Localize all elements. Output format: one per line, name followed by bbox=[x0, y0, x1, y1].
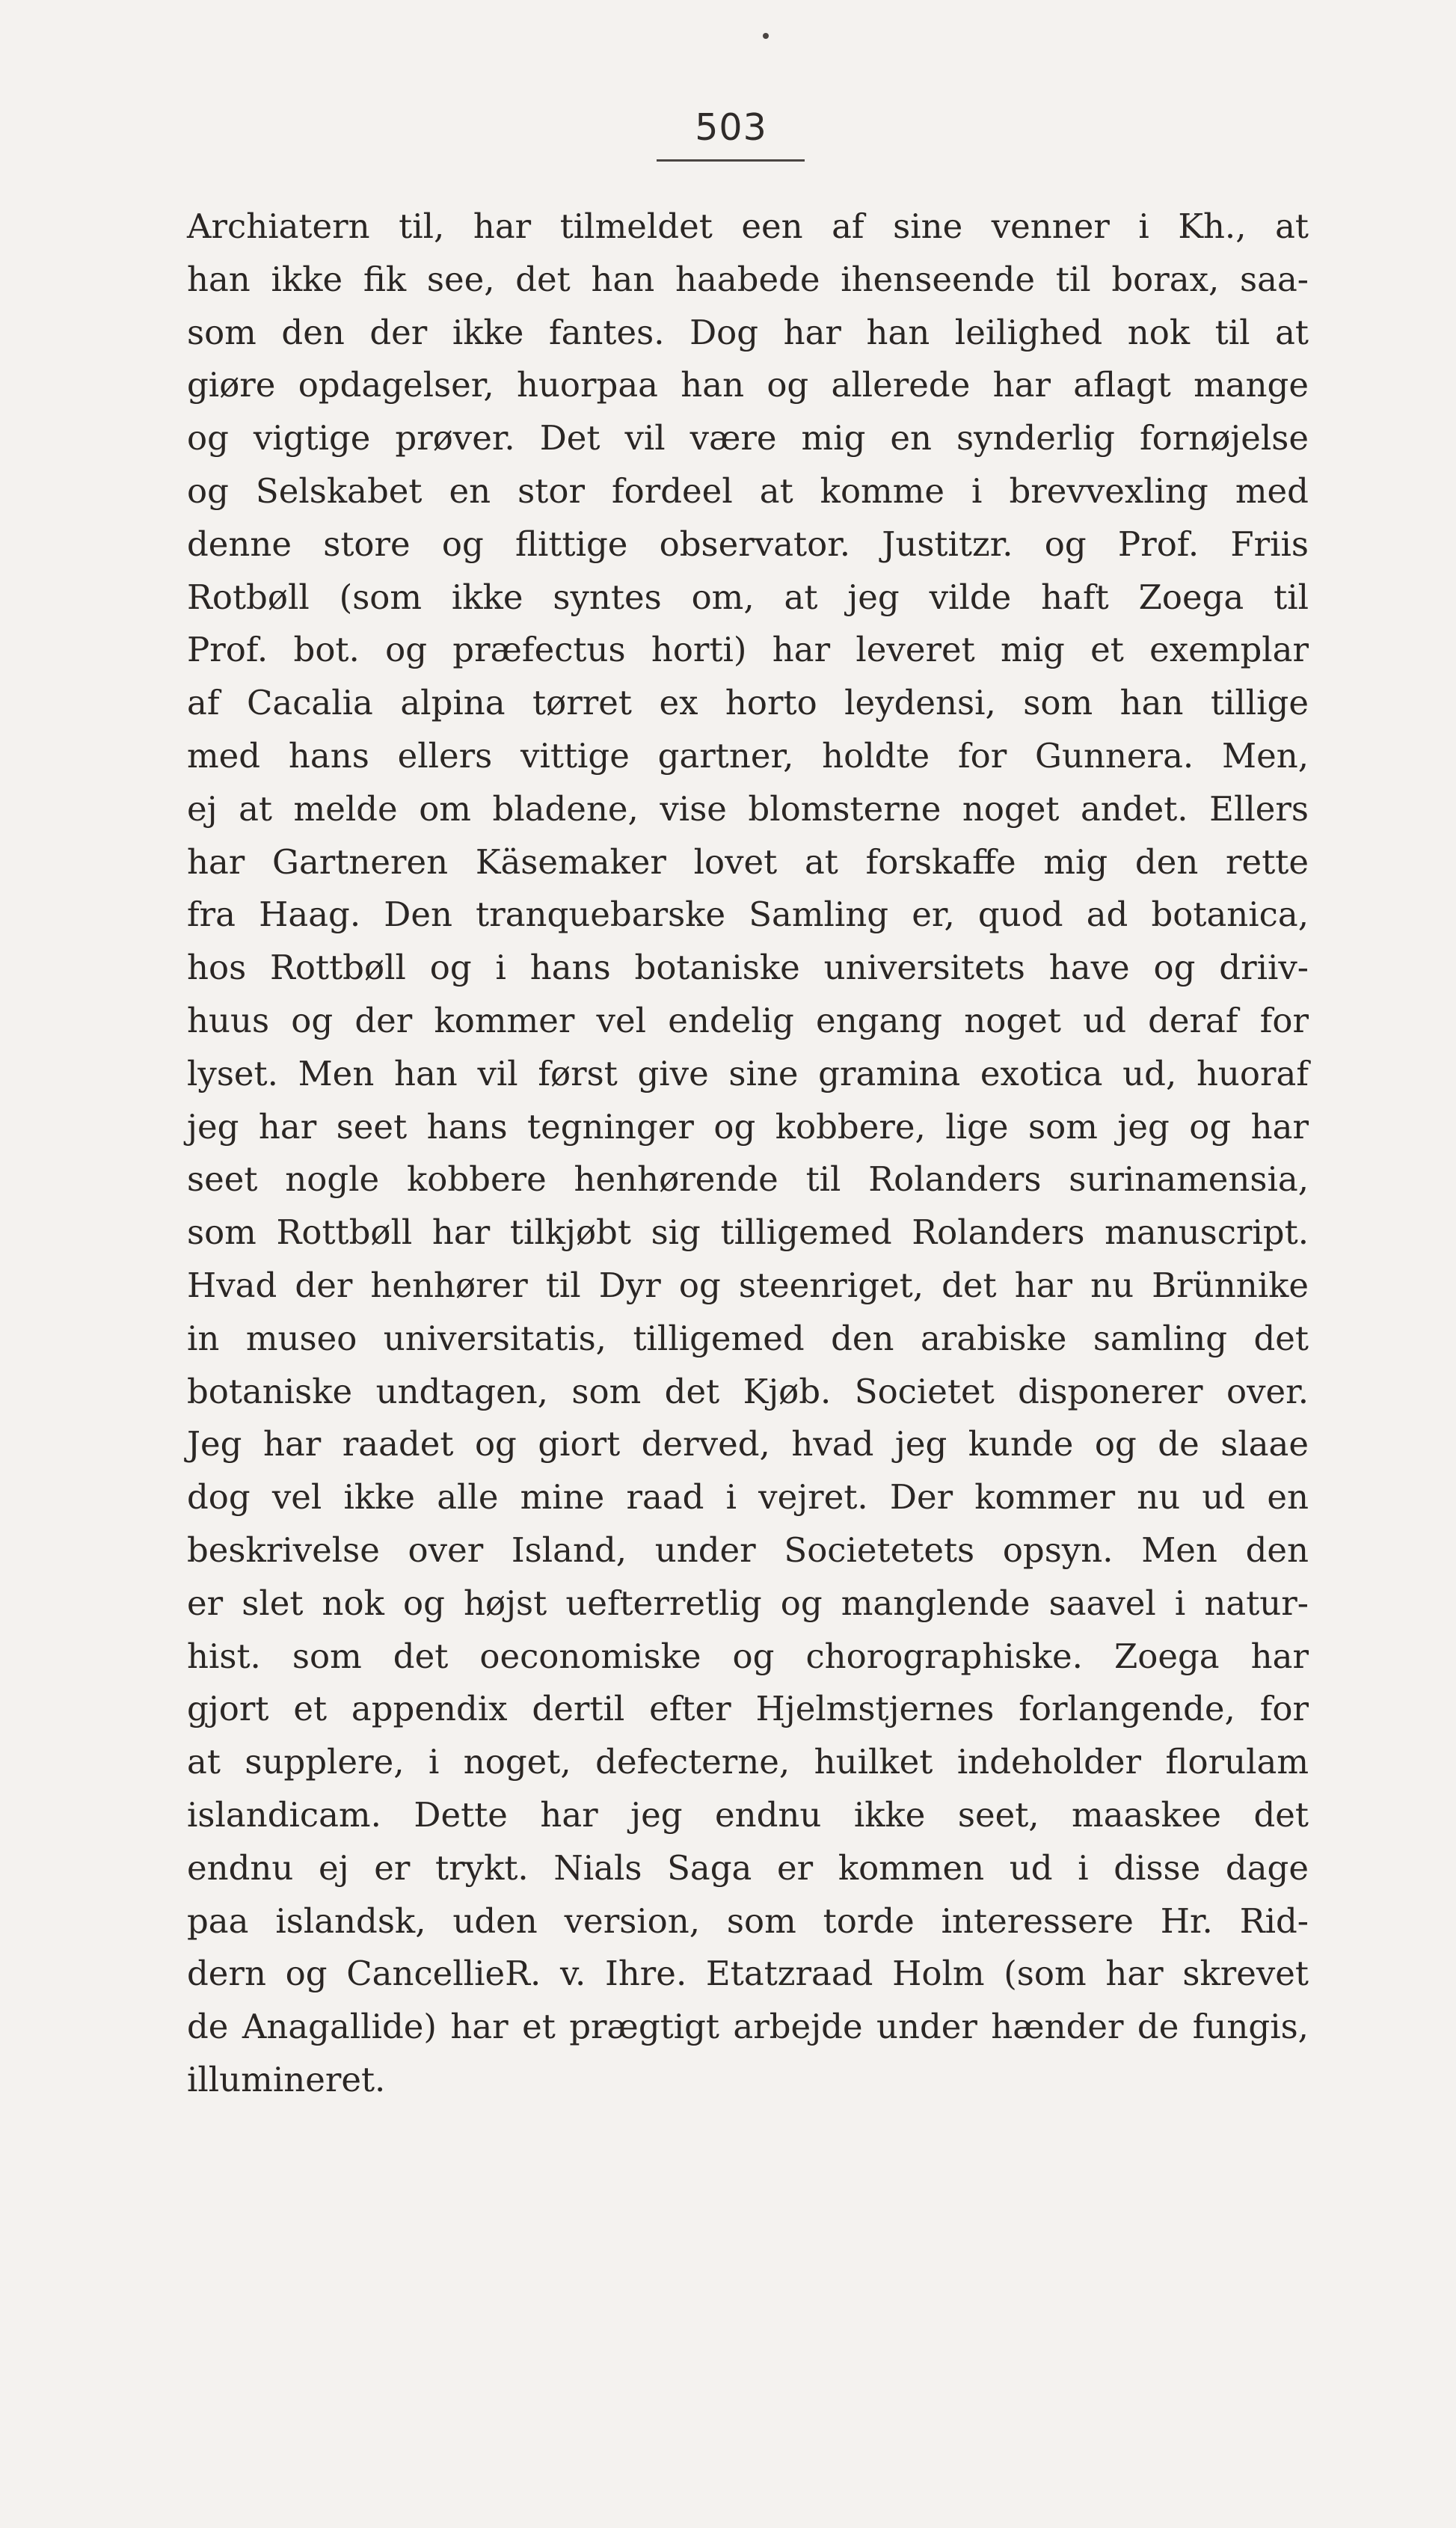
text-line: giøre opdagelser, huorpaa han og allerede har aflagt mange bbox=[187, 365, 1309, 405]
text-line: illumineret. bbox=[187, 2059, 386, 2099]
text-line: seet nogle kobbere henhørende til Rolanders surinamensia, bbox=[187, 1159, 1309, 1200]
text-line: som Rottbøll har tilkjøbt sig tilligemed Rolanders manuscript. bbox=[187, 1212, 1309, 1253]
text-line: lyset. Men han vil først give sine gramina exotica ud, huoraf bbox=[187, 1053, 1309, 1093]
text-line: paa islandsk, uden version, som torde interessere Hr. Rid- bbox=[187, 1900, 1309, 1941]
text-line: hist. som det oeconomiske og chorographiske. Zoega har bbox=[187, 1636, 1309, 1676]
page-number: 503 bbox=[695, 106, 767, 149]
text-line: med hans ellers vittige gartner, holdte for Gunnera. Men, bbox=[187, 735, 1309, 776]
text-line: dern og CancellieR. v. Ihre. Etatzraad Holm (som har skrevet bbox=[187, 1954, 1309, 1994]
text-line: hos Rottbøll og i hans botaniske universitets have og driiv- bbox=[187, 948, 1309, 988]
text-line: endnu ej er trykt. Nials Saga er kommen ud i disse dage bbox=[187, 1847, 1309, 1888]
page-number-rule bbox=[657, 159, 805, 162]
body-text bbox=[187, 200, 1309, 2107]
text-line: af Cacalia alpina tørret ex horto leydensi, som han tillige bbox=[187, 683, 1309, 723]
text-line: Jeg har raadet og giort derved, hvad jeg kunde og de slaae bbox=[187, 1424, 1309, 1464]
text-line: Rotbøll (som ikke syntes om, at jeg vilde haft Zoega til bbox=[187, 577, 1309, 617]
text-line: fra Haag. Den tranquebarske Samling er, quod ad botanica, bbox=[187, 895, 1309, 935]
text-line: Hvad der henhører til Dyr og steenriget, det har nu Brünnike bbox=[187, 1265, 1309, 1305]
text-line: in museo universitatis, tilligemed den arabiske samling det bbox=[187, 1318, 1309, 1358]
text-line: og vigtige prøver. Det vil være mig en synderlig fornøjelse bbox=[187, 418, 1309, 458]
text-line: har Gartneren Käsemaker lovet at forskaffe mig den rette bbox=[187, 841, 1309, 882]
text-line: dog vel ikke alle mine raad i vejret. Der kommer nu ud en bbox=[187, 1477, 1309, 1518]
text-line: ej at melde om bladene, vise blomsterne noget andet. Ellers bbox=[187, 788, 1309, 829]
text-line: denne store og flittige observator. Justitzr. og Prof. Friis bbox=[187, 524, 1309, 564]
text-line: og Selskabet en stor fordeel at komme i brevvexling med bbox=[187, 470, 1309, 511]
text-line: er slet nok og højst uefterretlig og manglende saavel i natur- bbox=[187, 1583, 1309, 1623]
text-line: jeg har seet hans tegninger og kobbere, lige som jeg og har bbox=[187, 1106, 1309, 1147]
text-line: han ikke fik see, det han haabede ihenseende til borax, saa- bbox=[187, 259, 1309, 299]
text-line: beskrivelse over Island, under Societetets opsyn. Men den bbox=[187, 1530, 1309, 1570]
text-line: de Anagallide) har et prægtigt arbejde under hænder de fungis, bbox=[187, 2007, 1309, 2047]
text-line: huus og der kommer vel endelig engang noget ud deraf for bbox=[187, 1000, 1309, 1040]
text-line: at supplere, i noget, defecterne, huilket indeholder florulam bbox=[187, 1742, 1309, 1782]
text-line: Prof. bot. og præfectus horti) har leveret mig et exemplar bbox=[187, 630, 1309, 670]
ink-dot bbox=[763, 33, 769, 39]
text-line: Archiatern til, har tilmeldet een af sine venner i Kh., at bbox=[187, 206, 1309, 246]
text-line: islandicam. Dette har jeg endnu ikke seet, maaskee det bbox=[187, 1794, 1309, 1835]
text-line: gjort et appendix dertil efter Hjelmstjernes forlangende, for bbox=[187, 1689, 1309, 1729]
text-line: som den der ikke fantes. Dog har han leilighed nok til at bbox=[187, 312, 1309, 352]
text-line: botaniske undtagen, som det Kjøb. Societet disponerer over. bbox=[187, 1371, 1309, 1411]
